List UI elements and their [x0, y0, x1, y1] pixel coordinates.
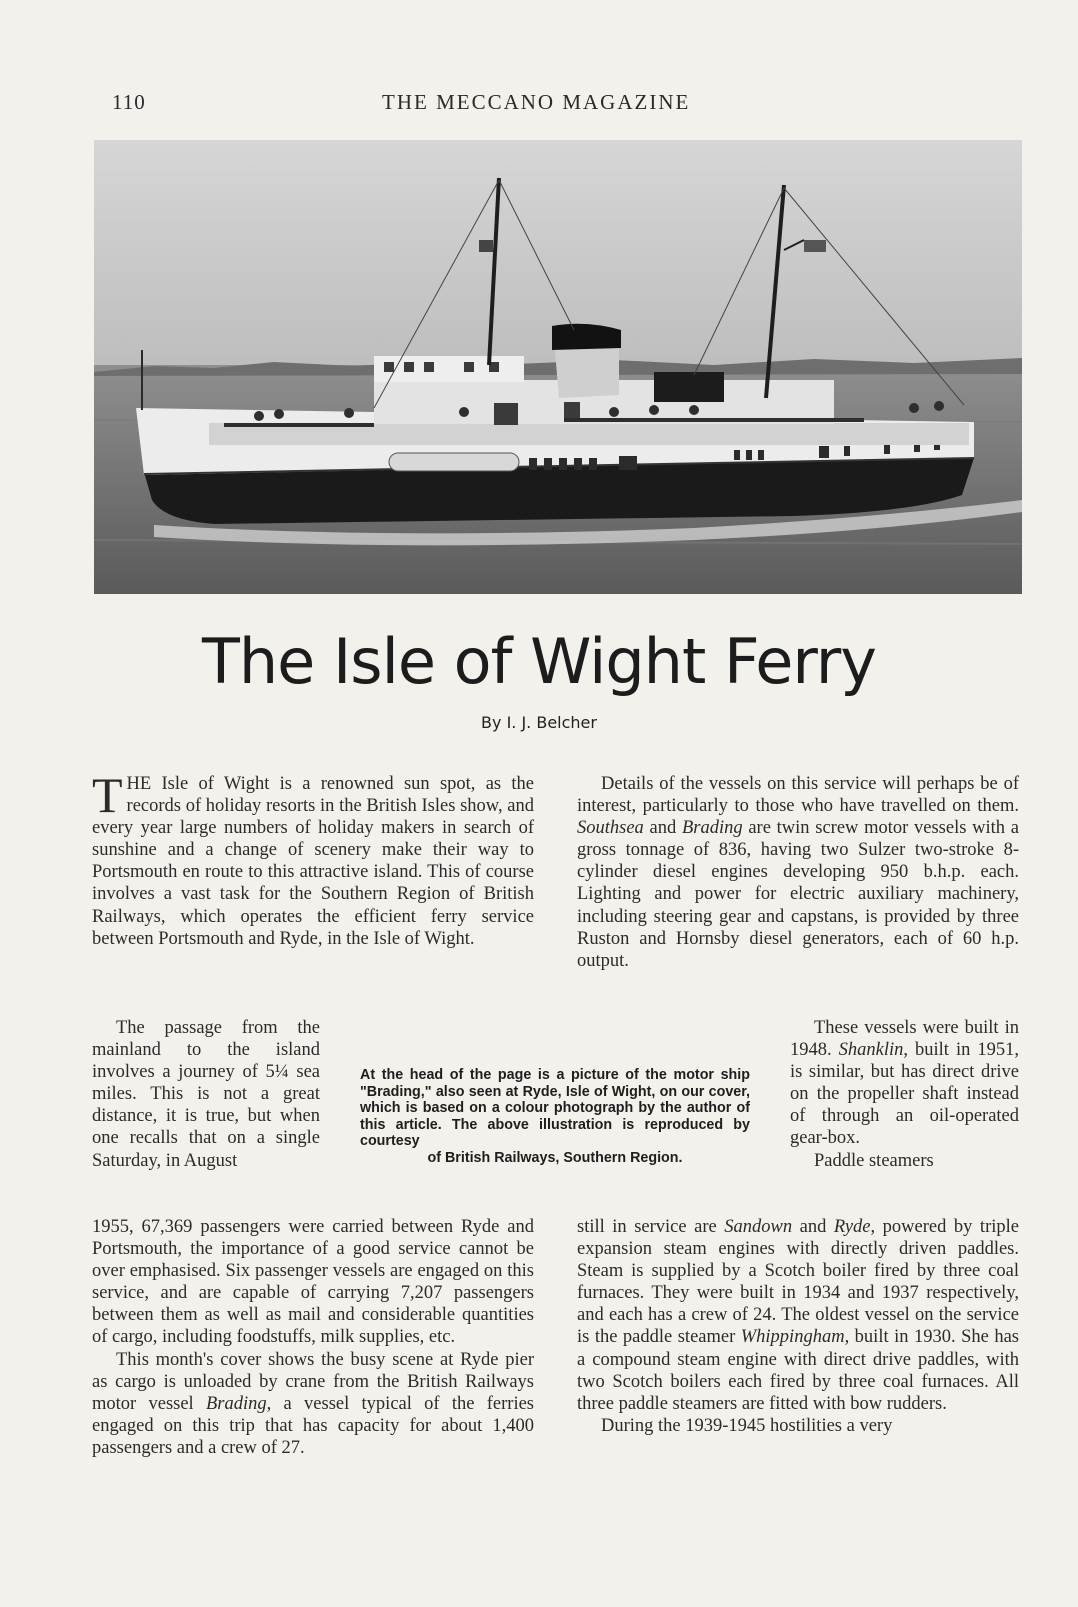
caption-text: At the head of the page is a picture of the motor ship "Brading," also seen at Ryde, Isle of Wight, on our cover, which is based on a colour photograph by the author of this article. The above illustration is reproduced by courtesy [360, 1067, 750, 1150]
vessel-name: Sandown [724, 1217, 793, 1237]
ferry-photo [94, 140, 1022, 594]
page-number: 110 [112, 90, 146, 114]
caption-credit: of British Railways, Southern Region. [427, 1149, 683, 1166]
photo-caption [360, 1067, 750, 1167]
text-run: are twin screw motor vessels with a gross tonnage of 836, having two Sulzer two-stroke 8-cylinder diesel engines developing 950 b.h.p. each. Lighting and power for electric auxiliary machinery, including steering gear and capstans, is provided by three Ruston and Hornsby diesel generators, each of 60 h.p. output. [577, 818, 1019, 971]
left-column-top [92, 767, 534, 950]
right-column-top [577, 773, 1019, 972]
text-run: , built in 1930. She has a compound steam engine with direct drive paddles, with two Scotch boilers each fired by three coal furnaces. All three paddle steamers are fitted with bow rudders. [577, 1327, 1019, 1414]
paragraph-intro: THE Isle of Wight is a renowned sun spot, as the records of holiday resorts in the British Isles show, and every year large numbers of holiday makers in search of sunshine and a change of scenery make their way to Portsmouth en route to this attractive island. This of course involves a vast task for the Southern Region of British Railways, which operates the efficient ferry service between Portsmouth and Ryde, in the Isle of Wight. [92, 767, 534, 949]
vessel-name: Shanklin [838, 1040, 904, 1061]
vessel-name: Whippingham [740, 1327, 845, 1348]
paragraph-built [790, 1017, 1019, 1150]
magazine-title: THE MECCANO MAGAZINE [382, 90, 691, 114]
paragraph-paddle-lead: Paddle steamers [814, 1150, 934, 1171]
vessel-name: Brading [205, 1393, 267, 1414]
paragraph-paddle-steamers [577, 1216, 1019, 1415]
article-title: The Isle of Wight Ferry [202, 625, 876, 698]
left-column-narrow [92, 1017, 320, 1172]
paragraph-passage: The passage from the mainland to the island involves a journey of 5¼ sea miles. This is not a great distance, it is true, but when one recalls that on a single Saturday, in August [92, 1018, 320, 1171]
right-column-narrow [790, 1017, 1019, 1172]
paragraph-vessel-details [577, 773, 1019, 972]
byline: By I. J. Belcher [481, 713, 597, 732]
vessel-name: Brading [681, 818, 743, 839]
left-column-bottom [92, 1216, 534, 1459]
vessel-name: Ryde [833, 1217, 871, 1237]
text-run: , a vessel typical of the ferries engaged on this trip that has capacity for about 1,400 passengers and a crew of 27. [92, 1393, 534, 1458]
text-run: still in service are [577, 1217, 725, 1237]
right-column-bottom [577, 1216, 1019, 1437]
running-head [112, 90, 732, 120]
text-run: , built in 1951, is similar, but has direct drive on the propeller shaft instead of through an oil-operated gear-box. [790, 1040, 1019, 1149]
paragraph-hostilities: During the 1939-1945 hostilities a very [601, 1415, 893, 1436]
paragraph-passengers: 1955, 67,369 passengers were carried between Ryde and Portsmouth, the importance of a good service cannot be over emphasised. Six passenger vessels are engaged on this service, and are capable of carrying 7,207 passengers between them as well as mail and considerable quantities of cargo, including foodstuffs, milk supplies, etc. [92, 1217, 534, 1348]
text-run: This month's cover shows the busy scene at Ryde pier as cargo is unloaded by crane from the British Railways motor vessel [92, 1349, 534, 1414]
paragraph-cover [92, 1349, 534, 1459]
text-run: These vessels were built in 1948. [790, 1018, 1019, 1061]
text-run: Details of the vessels on this service will perhaps be of interest, particularly to those who have travelled on them. [577, 774, 1019, 817]
text-run: and [792, 1217, 834, 1237]
text-run: , powered by triple expansion steam engines with directly driven paddles. Steam is supplied by a Scotch boiler fired by three coal furnaces. They were built in 1934 and 1937 respectively, and each has a crew of 24. The oldest vessel on the service is the paddle steamer [577, 1217, 1019, 1348]
vessel-name: Southsea [577, 818, 644, 839]
text-run: and [643, 818, 682, 839]
